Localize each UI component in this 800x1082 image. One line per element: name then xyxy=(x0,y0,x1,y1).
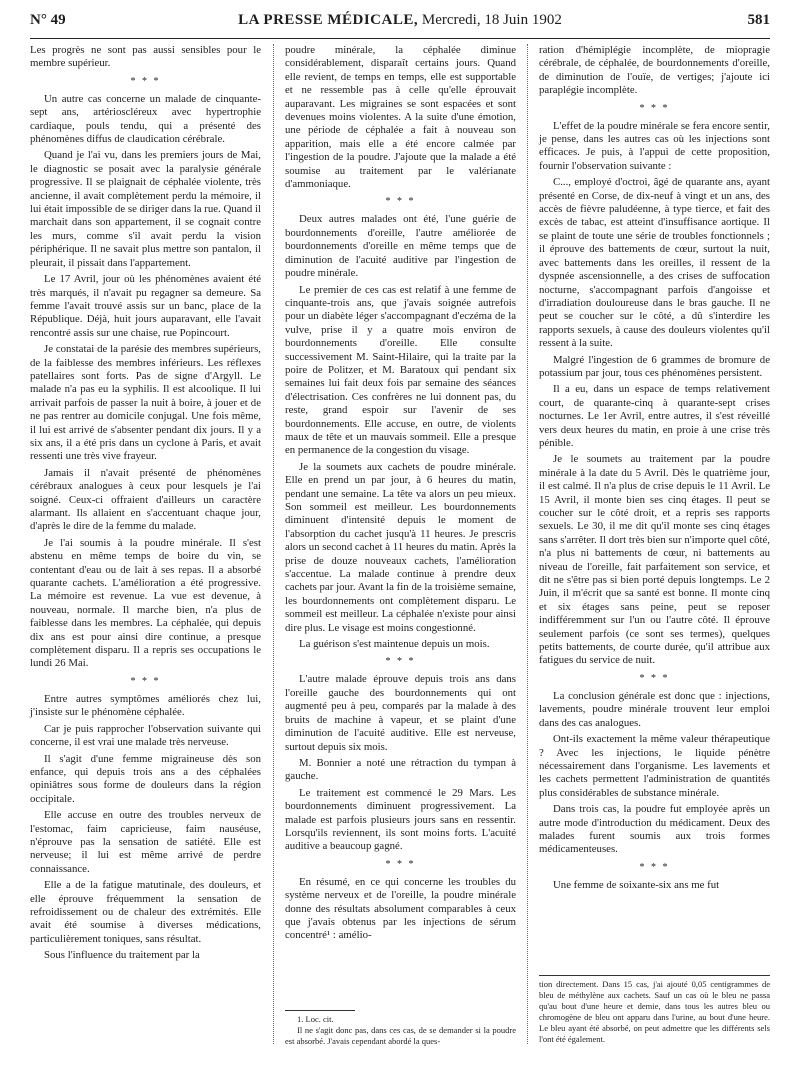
footnote-block xyxy=(285,1010,516,1047)
section-separator: * * * xyxy=(385,656,416,668)
footnote-continuation xyxy=(539,975,770,1045)
publication-name: LA PRESSE MÉDICALE, xyxy=(238,12,419,28)
paragraph: C..., employé d'octroi, âgé de quarante ans, ayant présenté en Corse, de dix-neuf à vingt et un ans, des accès de fièvre paludéenne, à type tierce, et fait des excès de tabac, est atteint d'insuffisance aortique. Il se plaint de toute une série de troubles fonctionnels ; il éprouve des battements de cœur, surtout la nuit, avec battements dans les oreilles, il ressent de la dyspnée ascensionnelle, a des crises de suffocation nocturne, s'accompagnant parfois d'angoisse et d'irradiation douloureuse dans le bras gauche. Il ne peut se coucher sur le côté, a dû s'interdire les rapports sexuels, à cause des douleurs violentes qu'il ressent à la suite. xyxy=(539,176,770,350)
running-title xyxy=(30,12,770,29)
footnote-text: tion directement. Dans 15 cas, j'ai ajouté 0,05 centigrammes de bleu de méthylène aux cachets. Sauf un cas où le bleu ne passa qu'au bout d'une heure et demie, dans tous les autres bleu ou chromogène de bleu ont apparu dans l'urine, au bout d'une heure. Le bleu ayant été absorbé, on peut admettre que les différents sels l'ont été également. xyxy=(539,979,770,1044)
paragraph: En résumé, en ce qui concerne les troubles du système nerveux et de l'oreille, la poudre minérale donne des résultats absolument comparables à ceux que j'avais obtenus par les injections de sérum concentré¹ : amélio- xyxy=(285,875,516,942)
paragraph: M. Bonnier a noté une rétraction du tympan à gauche. xyxy=(285,756,516,783)
section-separator: * * * xyxy=(130,75,161,87)
column-2 xyxy=(285,44,516,969)
footnote-rule xyxy=(539,975,770,976)
paragraph: L'effet de la poudre minérale se fera encore sentir, je pense, dans les autres cas où les injections sont efficaces. Je puis, à l'appui de cette proposition, fournir l'observation suivante : xyxy=(539,119,770,172)
paragraph: Entre autres symptômes améliorés chez lui, j'insiste sur le phénomène céphalée. xyxy=(30,692,261,719)
section-separator: * * * xyxy=(639,102,670,114)
paragraph: Le premier de ces cas est relatif à une femme de cinquante-trois ans, que j'avais soignée autrefois pour un diabète léger s'accompagnant d'eczéma de la vulve, prise il y a quatre mois environ de bourdonnements d'oreille. Elle consulte successivement M. Saint-Hilaire, qui la traite par la poire de Politzer, et M. Baratoux qui pendant six semaines lui fait deux fois par semaine des séances d'électrisation. Ces confrères ne lui donnent pas, du reste, grand espoir sur l'avenir de ses bourdonnements. Elle accuse, en outre, de violents maux de tête et un mauvais sommeil. Elle a presque en permanence de la congestion du visage. xyxy=(285,283,516,457)
footnote-reference: 1. Loc. cit. xyxy=(297,1014,334,1024)
paragraph: Car je puis rapprocher l'observation suivante qui concerne, il est vrai une malade très nerveuse. xyxy=(30,722,261,749)
paragraph: Je constatai de la parésie des membres supérieurs, de la faiblesse des membres inférieurs. Les réflexes patellaires sont forts. Pas de signe d'Argyll. Le malade n'a pas eu la syphilis. Il est alcoolique. Il lui arrivait parfois de passer la nuit à boire, à jouer et de ne pas rentrer au domicile conjugal. Une fois même, il lui est arrivé de s'absenter pendant dix jours. Il y a six ans, il a été pris dans un cyclone à Paris, et avait ressenti une très vive frayeur. xyxy=(30,343,261,463)
paragraph: Malgré l'ingestion de 6 grammes de bromure de potassium par jour, tous ces phénomènes persistent. xyxy=(539,353,770,379)
issue-number: N° 49 xyxy=(30,12,66,28)
paragraph: Elle accuse en outre des troubles nerveux de l'estomac, faim capricieuse, faim nauséuse, n'éprouve pas la sensation de satiété. Elle est nerveuse; il lui est même arrivé de perdre connaissance. xyxy=(30,809,261,875)
section-separator: * * * xyxy=(385,858,416,870)
paragraph: Dans trois cas, la poudre fut employée après un autre mode d'introduction du médicament. Deux des malades furent soumis aux trois formes médicamenteuses. xyxy=(539,803,770,856)
paragraph: poudre minérale, la céphalée diminue considérablement, disparaît certains jours. Quand elle revient, de temps en temps, elle est supportable et ne ressemble pas à celle qu'elle éprouvait auparavant. Les migraines se sont espacées et sont devenues moins violentes. A la suite d'une émotion, une période de céphalée a fait à nouveau son apparition, mais elle a été encore calmée par l'ingestion de la poudre. J'ajoute que la malade a été soumise au traitement par le valérianate d'ammoniaque. xyxy=(285,44,516,191)
paragraph: Je l'ai soumis à la poudre minérale. Il s'est abstenu en même temps de boire du vin, se contentant d'eau ou de lait à ses repas. Il a absorbé quarante cachets. L'amélioration a été progressive. La mémoire est revenue. La vue est devenue, à nouveau, normale. Il marche bien, n'a plus de faiblesse dans les membres. La céphalée, qui depuis dix ans est pour ainsi dire continue, a presque complètement disparu. Il a repris ses occupations le lundi 26 Mai. xyxy=(30,536,261,670)
paragraph: Il s'agit d'une femme migraineuse dès son enfance, qui depuis trois ans a des céphalées opiniâtres sous forme de douleurs dans la région occipitale. xyxy=(30,752,261,805)
column-divider xyxy=(527,44,528,1044)
footnote-rule xyxy=(285,1010,355,1011)
paragraph: Un autre cas concerne un malade de cinquante-sept ans, artérioscléreux avec hypertrophie cardiaque, pouls tendu, qui a présenté des phénomènes diffus de claudication cérébrale. xyxy=(30,92,261,146)
column-1 xyxy=(30,44,261,1059)
paragraph: Le traitement est commencé le 29 Mars. Les bourdonnements diminuent progressivement. La malade est parfois plusieurs jours sans en ressentir. Lorsqu'ils reviennent, ils sont moins forts. L'acuité auditive a beaucoup gagné. xyxy=(285,786,516,853)
paragraph: Elle a de la fatigue matutinale, des douleurs, et elle éprouve fréquemment la sensation de refroidissement ou de chaleur des extrémités. Elle avait été soumise à diverses médications, particulièrement toniques, sans résultat. xyxy=(30,879,261,945)
column-divider xyxy=(273,44,274,1044)
paragraph: Je la soumets aux cachets de poudre minérale. Elle en prend un par jour, à 6 heures du matin, pendant une semaine. La tête va alors un peu mieux. Son sommeil est meilleur. Les bourdonnements diminuent d'intensité depuis le moment de l'absorption du cachet jusqu'à 11 heures. Je prescris alors un second cachet à 11 heures du matin. Après la prise de douze nouveaux cachets, l'amélioration s'accentue. La malade continue à prendre deux cachets par jour. Avant la fin de la troisième semaine, les bourdonnements ont complètement disparu. Le sommeil est meilleur. La céphalée n'existe pour ainsi dire plus. Le visage est moins congestionné. xyxy=(285,460,516,634)
paragraph: Deux autres malades ont été, l'une guérie de bourdonnements d'oreille, l'autre améliorée de bourdonnements d'oreille en même temps que de diminution de l'acuité auditive par l'ingestion de poudre minérale. xyxy=(285,213,516,280)
column-3 xyxy=(539,44,770,974)
paragraph: ration d'hémiplégie incomplète, de miopragie cérébrale, de céphalée, de bourdonnements d'oreille, de diminution de l'ouïe, de vertiges; j'ajoute ici paraplégie incomplète. xyxy=(539,44,770,97)
footnote-text: Il ne s'agit donc pas, dans ces cas, de se demander si la poudre est absorbé. J'avais cependant abordé la ques- xyxy=(285,1025,516,1046)
section-separator: * * * xyxy=(639,672,670,684)
paragraph: Les progrès ne sont pas aussi sensibles pour le membre supérieur. xyxy=(30,44,261,70)
paragraph: L'autre malade éprouve depuis trois ans dans l'oreille gauche des bourdonnements qui ont augmenté peu à peu, comparés par la malade à des bruits de machine à vapeur, et se plaint d'une diminution de l'acuité auditive. Elle est nerveuse, surtout depuis six mois. xyxy=(285,673,516,753)
paragraph: Une femme de soixante-six ans me fut xyxy=(553,878,720,891)
paragraph: Je le soumets au traitement par la poudre minérale à la date du 5 Avril. Dès le quatrième jour, il est calmé. Il n'a plus de crise depuis le 11 Avril. Le 15 Avril, il monte bien ses cinq étages. Il peut se coucher sur le côté droit, et a repris ses rapports sexuels. Le 30, il me dit qu'il monte ses cinq étages sans s'arrêter. Il dort très bien sur n'importe quel côté, n'a plus ni battements de cœur, ni battements au niveau de l'oreille, fait parfaitement son service, et dit ne s'être pas si bien porté depuis longtemps. Le 2 Juin, il m'écrit que sa santé est bonne. Il monte cinq et six étages sans peine, peut se reposer indifféremment sur l'un ou l'autre côté. Il éprouve seulement parfois (ce sont ses termes), quelques petits battements, de courte durée, qu'il attribue aux fatigues du service de nuit. xyxy=(539,453,770,667)
paragraph: La conclusion générale est donc que : injections, lavements, poudre minérale trouvent leur emploi dans des cas analogues. xyxy=(539,689,770,729)
paragraph: Jamais il n'avait présenté de phénomènes cérébraux analogues à ceux pour lesquels je l'ai soigné. Ceux-ci offraient d'ailleurs un caractère alarmant. Ils allaient en s'accentuant chaque jour, d'après le dire de la femme du malade. xyxy=(30,466,261,533)
paragraph: Il a eu, dans un espace de temps relativement court, de quarante-cinq à quarante-sept crises nocturnes. Le 1er Avril, entre autres, il s'est réveillé vers deux heures du matin, en proie à une crise très pénible. xyxy=(539,383,770,449)
paragraph: Ont-ils exactement la même valeur thérapeutique ? Avec les injections, le liquide pénètre nécessairement dans l'organisme. Les lavements et les cachets permettent l'administration de quantités plus considérables de substance minérale. xyxy=(539,733,770,799)
section-separator: * * * xyxy=(385,196,416,208)
paragraph: La guérison s'est maintenue depuis un mois. xyxy=(299,638,490,651)
page-number: 581 xyxy=(747,12,770,28)
paragraph: Quand je l'ai vu, dans les premiers jours de Mai, le diagnostic se posait avec la paralysie générale progressive. Il se plaignait de céphalée violente, très ancienne, il avait complètement perdu la mémoire, il lui était impossible de se diriger dans la rue. Quand il marchait dans son appartement, il se cognait contre les murs, comme s'il avait perdu la vision périphérique. Il ne savait plus mettre son pantalon, il pleurait, il pissait dans l'appartement. xyxy=(30,149,261,269)
issue-date: Mercredi, 18 Juin 1902 xyxy=(421,12,562,28)
section-separator: * * * xyxy=(639,861,670,873)
paragraph: Sous l'influence du traitement par la xyxy=(44,949,200,962)
page-header xyxy=(30,12,770,32)
paragraph: Le 17 Avril, jour où les phénomènes avaient été très marqués, il n'avait pu regagner sa demeure. Sa femme l'avait trouvé assis sur un banc, place de la République. Déjà, huit jours auparavant, elle l'avait rencontré assis sur une chaise, rue Popincourt. xyxy=(30,273,261,339)
header-rule xyxy=(30,38,770,39)
section-separator: * * * xyxy=(130,675,161,687)
